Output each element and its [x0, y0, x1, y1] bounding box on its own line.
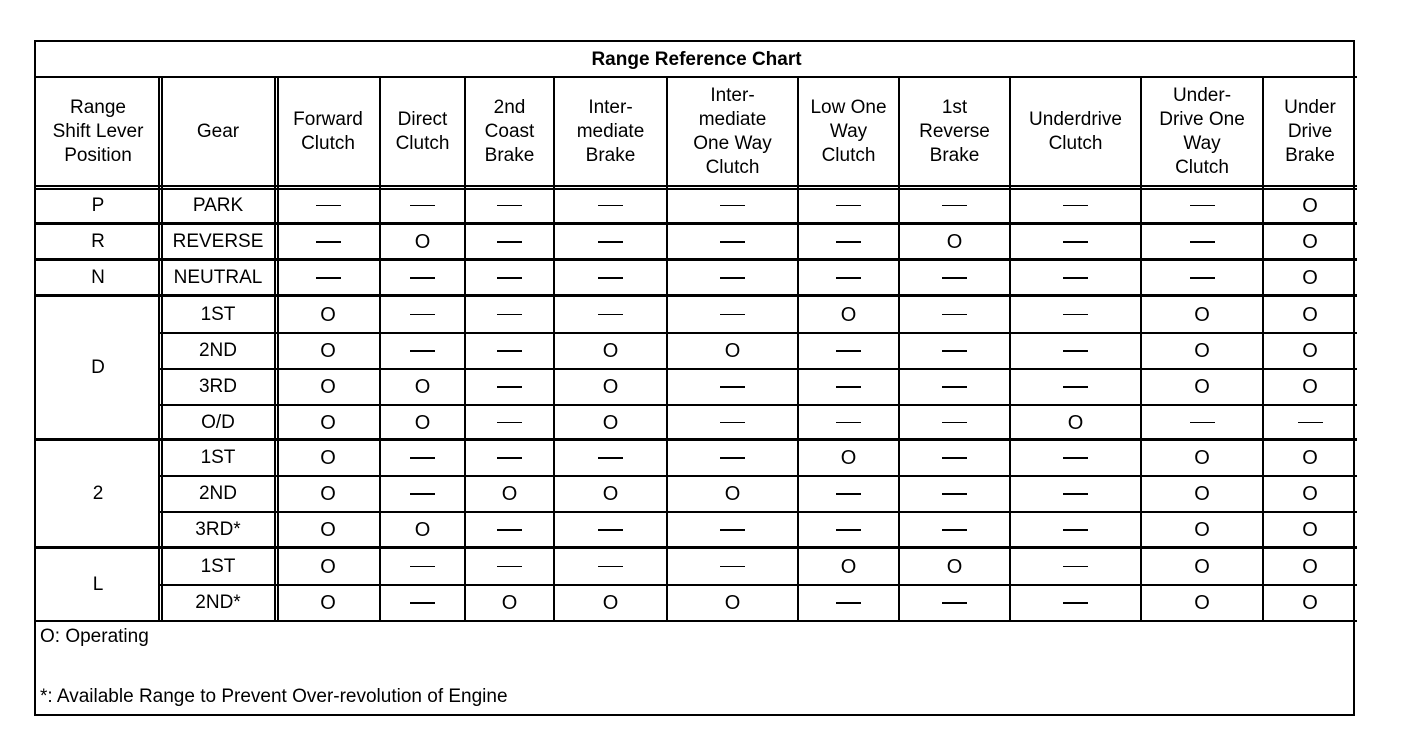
status-cell: O — [501, 592, 518, 614]
gear-cell: 3RD* — [195, 519, 241, 540]
not-operating-dash — [942, 457, 967, 459]
not-operating-dash — [942, 422, 967, 424]
not-operating-dash — [836, 277, 861, 279]
header-cell: Underdrive Clutch — [1029, 109, 1122, 154]
column-divider — [1140, 77, 1142, 621]
status-cell — [1010, 296, 1141, 333]
not-operating-dash — [598, 566, 623, 568]
column-divider — [161, 77, 163, 621]
not-operating-dash — [598, 314, 623, 316]
status-cell — [798, 260, 899, 296]
not-operating-dash — [497, 386, 522, 388]
status-cell: O — [1194, 447, 1210, 469]
not-operating-dash — [497, 422, 522, 424]
not-operating-dash — [1063, 493, 1088, 495]
group-divider — [36, 222, 1357, 225]
status-cell: O — [1194, 555, 1210, 578]
table-bottom — [36, 620, 1357, 622]
status-cell — [1010, 369, 1141, 405]
status-cell: O — [946, 555, 963, 578]
column-divider — [158, 77, 160, 621]
group-divider — [36, 546, 1357, 549]
status-cell — [899, 296, 1010, 333]
not-operating-dash — [836, 386, 861, 388]
status-cell — [380, 333, 465, 369]
not-operating-dash — [410, 350, 435, 352]
header-cell: Under Drive Brake — [1284, 97, 1336, 166]
row-divider — [160, 332, 1357, 334]
gear-cell: 1ST — [200, 447, 236, 468]
status-cell — [554, 548, 667, 585]
status-cell: O — [320, 340, 336, 362]
header-cell: Gear — [196, 121, 240, 142]
status-cell — [554, 296, 667, 333]
not-operating-dash — [1190, 277, 1215, 279]
not-operating-dash — [836, 241, 861, 243]
not-operating-dash — [836, 205, 861, 207]
status-cell — [899, 187, 1010, 224]
not-operating-dash — [410, 205, 435, 207]
column-divider — [277, 77, 279, 621]
not-operating-dash — [497, 277, 522, 279]
column-divider — [464, 77, 466, 621]
chart-title: Range Reference Chart — [591, 48, 802, 70]
range-cell: D — [91, 357, 105, 378]
not-operating-dash — [836, 493, 861, 495]
status-cell — [798, 187, 899, 224]
not-operating-dash — [1063, 350, 1088, 352]
column-divider — [379, 77, 381, 621]
status-cell — [465, 296, 554, 333]
not-operating-dash — [497, 529, 522, 531]
gear-cell: 1ST — [200, 555, 236, 577]
status-cell: O — [414, 376, 431, 398]
not-operating-dash — [497, 457, 522, 459]
not-operating-dash — [1063, 277, 1088, 279]
status-cell — [1010, 585, 1141, 621]
header-cell: Under- Drive One Way Clutch — [1159, 85, 1245, 178]
column-divider — [1009, 77, 1011, 621]
gear-cell: NEUTRAL — [173, 267, 263, 288]
status-cell: O — [1194, 519, 1210, 541]
group-divider — [36, 258, 1357, 261]
status-cell — [465, 333, 554, 369]
not-operating-dash — [316, 205, 341, 207]
not-operating-dash — [720, 422, 745, 424]
status-cell — [798, 333, 899, 369]
not-operating-dash — [1298, 422, 1323, 424]
status-cell — [667, 224, 798, 260]
status-cell: O — [1302, 340, 1318, 362]
status-cell: O — [602, 340, 619, 362]
status-cell — [465, 512, 554, 548]
gear-cell: O/D — [201, 411, 235, 433]
not-operating-dash — [1063, 457, 1088, 459]
status-cell: O — [1302, 231, 1318, 253]
status-cell — [1263, 405, 1357, 440]
gear-cell: PARK — [192, 194, 244, 216]
not-operating-dash — [720, 566, 745, 568]
status-cell — [1010, 333, 1141, 369]
status-cell: O — [946, 231, 963, 253]
row-divider — [160, 475, 1357, 477]
not-operating-dash — [1190, 241, 1215, 243]
status-cell — [380, 260, 465, 296]
status-cell: O — [320, 592, 336, 614]
status-cell: O — [840, 447, 857, 469]
not-operating-dash — [942, 314, 967, 316]
status-cell — [798, 224, 899, 260]
status-cell: O — [320, 555, 336, 578]
status-cell: O — [1302, 303, 1318, 326]
not-operating-dash — [836, 350, 861, 352]
status-cell: O — [724, 483, 741, 505]
not-operating-dash — [836, 529, 861, 531]
status-cell — [554, 260, 667, 296]
status-cell — [465, 224, 554, 260]
range-cell: P — [91, 194, 105, 216]
status-cell: O — [320, 411, 336, 434]
status-cell — [899, 369, 1010, 405]
status-cell — [798, 512, 899, 548]
status-cell — [899, 440, 1010, 476]
status-cell — [1010, 224, 1141, 260]
row-divider — [36, 76, 1357, 78]
not-operating-dash — [497, 314, 522, 316]
status-cell: O — [1302, 376, 1318, 398]
row-divider — [36, 185, 1357, 187]
row-divider — [36, 188, 1357, 190]
not-operating-dash — [1190, 422, 1215, 424]
header-cell: 2nd Coast Brake — [484, 97, 535, 166]
header-cell: 1st Reverse Brake — [919, 97, 990, 166]
not-operating-dash — [720, 241, 745, 243]
range-cell: 2 — [92, 483, 104, 504]
not-operating-dash — [942, 277, 967, 279]
status-cell — [554, 512, 667, 548]
status-cell — [667, 369, 798, 405]
not-operating-dash — [598, 529, 623, 531]
status-cell — [276, 260, 380, 296]
status-cell: O — [414, 231, 431, 253]
status-cell: O — [1194, 376, 1210, 398]
row-divider — [160, 584, 1357, 586]
status-cell — [899, 260, 1010, 296]
status-cell — [380, 187, 465, 224]
not-operating-dash — [410, 602, 435, 604]
status-cell — [1010, 440, 1141, 476]
status-cell — [899, 405, 1010, 440]
gear-cell: REVERSE — [172, 231, 264, 252]
status-cell — [667, 260, 798, 296]
status-cell: O — [320, 483, 336, 505]
status-cell — [1010, 260, 1141, 296]
status-cell — [798, 405, 899, 440]
status-cell — [667, 548, 798, 585]
status-cell — [380, 476, 465, 512]
not-operating-dash — [1063, 241, 1088, 243]
not-operating-dash — [942, 350, 967, 352]
status-cell — [1010, 548, 1141, 585]
status-cell — [554, 187, 667, 224]
status-cell — [798, 585, 899, 621]
group-divider — [36, 438, 1357, 441]
header-cell: Range Shift Lever Position — [52, 97, 144, 166]
status-cell — [380, 585, 465, 621]
not-operating-dash — [720, 205, 745, 207]
column-divider — [898, 77, 900, 621]
status-cell: O — [840, 303, 857, 326]
header-cell: Direct Clutch — [395, 109, 450, 154]
not-operating-dash — [497, 566, 522, 568]
status-cell — [798, 476, 899, 512]
not-operating-dash — [1063, 602, 1088, 604]
gear-cell: 3RD — [198, 376, 237, 397]
status-cell: O — [602, 376, 619, 398]
not-operating-dash — [1063, 205, 1088, 207]
not-operating-dash — [410, 493, 435, 495]
status-cell — [1141, 260, 1263, 296]
status-cell: O — [414, 519, 431, 541]
status-cell — [667, 405, 798, 440]
not-operating-dash — [598, 241, 623, 243]
status-cell — [276, 187, 380, 224]
status-cell — [554, 224, 667, 260]
column-divider — [666, 77, 668, 621]
not-operating-dash — [836, 422, 861, 424]
status-cell — [1141, 224, 1263, 260]
status-cell — [899, 476, 1010, 512]
not-operating-dash — [410, 457, 435, 459]
status-cell: O — [320, 519, 336, 541]
status-cell — [465, 260, 554, 296]
status-cell: O — [320, 303, 336, 326]
status-cell — [667, 296, 798, 333]
status-cell: O — [602, 483, 619, 505]
status-cell: O — [724, 592, 741, 614]
group-divider — [36, 294, 1357, 297]
status-cell — [276, 224, 380, 260]
not-operating-dash — [1063, 566, 1088, 568]
status-cell: O — [1302, 483, 1318, 505]
not-operating-dash — [410, 566, 435, 568]
row-divider — [160, 368, 1357, 370]
status-cell — [667, 440, 798, 476]
status-cell — [465, 548, 554, 585]
header-cell: Inter- mediate Brake — [576, 97, 645, 166]
status-cell — [380, 440, 465, 476]
column-divider — [553, 77, 555, 621]
not-operating-dash — [410, 277, 435, 279]
not-operating-dash — [942, 602, 967, 604]
status-cell — [899, 333, 1010, 369]
not-operating-dash — [836, 602, 861, 604]
status-cell: O — [1302, 555, 1318, 578]
status-cell: O — [602, 592, 619, 614]
status-cell: O — [1067, 411, 1084, 434]
range-cell: R — [91, 231, 105, 252]
status-cell: O — [1302, 447, 1318, 469]
status-cell: O — [320, 447, 336, 469]
status-cell — [667, 187, 798, 224]
status-cell — [465, 369, 554, 405]
status-cell — [798, 369, 899, 405]
status-cell: O — [1194, 592, 1210, 614]
not-operating-dash — [598, 205, 623, 207]
not-operating-dash — [942, 529, 967, 531]
range-cell: L — [92, 573, 104, 595]
gear-cell: 1ST — [200, 303, 236, 325]
gear-cell: 2ND — [198, 483, 237, 504]
column-divider — [1262, 77, 1264, 621]
status-cell — [1010, 512, 1141, 548]
status-cell: O — [1194, 303, 1210, 326]
legend-note: *: Available Range to Prevent Over-revolution of Engine — [40, 686, 508, 707]
status-cell: O — [1194, 340, 1210, 362]
not-operating-dash — [598, 457, 623, 459]
not-operating-dash — [497, 241, 522, 243]
status-cell — [1010, 187, 1141, 224]
status-cell — [1141, 405, 1263, 440]
row-divider — [160, 404, 1357, 406]
status-cell: O — [1302, 267, 1318, 289]
not-operating-dash — [410, 314, 435, 316]
status-cell: O — [840, 555, 857, 578]
not-operating-dash — [720, 277, 745, 279]
column-divider — [274, 77, 276, 621]
status-cell — [1141, 187, 1263, 224]
not-operating-dash — [598, 277, 623, 279]
header-cell: Inter- mediate One Way Clutch — [693, 85, 772, 178]
status-cell: O — [320, 376, 336, 398]
status-cell — [465, 440, 554, 476]
not-operating-dash — [1063, 314, 1088, 316]
status-cell — [380, 548, 465, 585]
not-operating-dash — [942, 493, 967, 495]
status-cell — [465, 405, 554, 440]
not-operating-dash — [316, 277, 341, 279]
status-cell — [554, 440, 667, 476]
status-cell — [899, 512, 1010, 548]
status-cell: O — [414, 411, 431, 434]
status-cell: O — [724, 340, 741, 362]
status-cell: O — [1302, 194, 1318, 217]
gear-cell: 2ND* — [195, 592, 241, 613]
row-divider — [160, 511, 1357, 513]
status-cell — [465, 187, 554, 224]
status-cell: O — [602, 411, 619, 434]
not-operating-dash — [720, 314, 745, 316]
status-cell: O — [1194, 483, 1210, 505]
not-operating-dash — [720, 386, 745, 388]
column-divider — [797, 77, 799, 621]
status-cell — [667, 512, 798, 548]
status-cell: O — [1302, 592, 1318, 614]
not-operating-dash — [316, 241, 341, 243]
not-operating-dash — [720, 457, 745, 459]
range-reference-chart — [34, 40, 1355, 716]
status-cell — [899, 585, 1010, 621]
header-cell: Forward Clutch — [293, 109, 363, 154]
status-cell: O — [501, 483, 518, 505]
not-operating-dash — [497, 205, 522, 207]
not-operating-dash — [942, 205, 967, 207]
not-operating-dash — [1190, 205, 1215, 207]
gear-cell: 2ND — [198, 340, 237, 361]
status-cell — [1010, 476, 1141, 512]
not-operating-dash — [942, 386, 967, 388]
status-cell: O — [1302, 519, 1318, 541]
not-operating-dash — [720, 529, 745, 531]
header-cell: Low One Way Clutch — [810, 97, 887, 166]
not-operating-dash — [1063, 386, 1088, 388]
not-operating-dash — [1063, 529, 1088, 531]
status-cell — [380, 296, 465, 333]
legend-operating: O: Operating — [40, 626, 149, 647]
range-cell: N — [91, 267, 105, 288]
not-operating-dash — [497, 350, 522, 352]
